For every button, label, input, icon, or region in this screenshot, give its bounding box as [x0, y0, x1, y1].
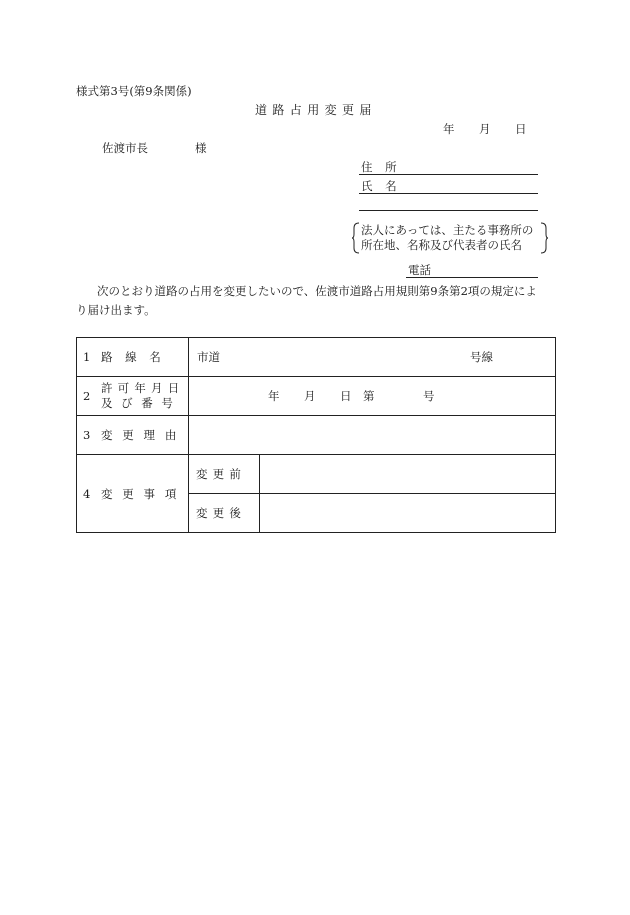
name-line [359, 193, 538, 194]
date-day: 日 [515, 122, 527, 136]
route-suffix: 号線 [470, 350, 493, 364]
form-table [76, 337, 556, 533]
body-line2: り届け出ます。 [76, 303, 156, 317]
row1-label: 路線名 [101, 350, 174, 364]
address-line [359, 174, 538, 175]
after-label: 変更後 [196, 506, 247, 520]
row2-number: 2 [83, 389, 91, 403]
table-row [77, 377, 556, 416]
row2-label-line2: 及び番号 [101, 396, 182, 410]
row3-label: 変更理由 [101, 428, 187, 442]
change-reason-field[interactable] [189, 416, 556, 455]
row3-label-cell [77, 416, 189, 455]
permit-date-field[interactable] [189, 377, 556, 416]
permit-day: 日 [340, 389, 352, 403]
permit-dai: 第 [363, 389, 375, 403]
route-name-field[interactable] [189, 338, 556, 377]
table-row [77, 338, 556, 377]
row4-label-cell [77, 455, 189, 533]
permit-go: 号 [423, 389, 435, 403]
corp-note-line2: 所在地、名称及び代表者の氏名 [361, 238, 522, 252]
row2-label-line1: 許可年月日 [101, 381, 185, 395]
route-prefix: 市道 [197, 350, 220, 364]
date-year: 年 [443, 122, 455, 136]
corp-note-line1: 法人にあっては、主たる事務所の [361, 223, 534, 237]
date-month: 月 [479, 122, 491, 136]
after-label-cell [189, 494, 260, 533]
name-label: 氏名 [361, 179, 410, 193]
table-row [77, 455, 556, 494]
phone-line [406, 277, 538, 278]
permit-year: 年 [268, 389, 280, 403]
row3-number: 3 [83, 428, 91, 442]
addressee-name: 佐渡市長 [102, 141, 148, 155]
row1-label-cell [77, 338, 189, 377]
addressee-honorific: 様 [195, 141, 207, 155]
extra-line [359, 210, 538, 211]
page-title: 道路占用変更届 [255, 103, 377, 117]
after-field[interactable] [260, 494, 556, 533]
left-bracket-icon [351, 222, 361, 254]
row2-label-cell [77, 377, 189, 416]
row4-number: 4 [83, 486, 91, 501]
permit-month: 月 [304, 389, 316, 403]
row1-number: 1 [83, 350, 91, 364]
body-line1: 次のとおり道路の占用を変更したいので、佐渡市道路占用規則第9条第2項の規定によ [97, 284, 537, 298]
form-number: 様式第3号(第9条関係) [76, 84, 192, 98]
right-bracket-icon [539, 222, 549, 254]
address-label: 住所 [361, 160, 410, 174]
phone-label: 電話 [408, 263, 431, 277]
before-field[interactable] [260, 455, 556, 494]
before-label: 変更前 [196, 467, 247, 481]
row4-label: 変更事項 [101, 486, 187, 501]
table-row [77, 416, 556, 455]
before-label-cell [189, 455, 260, 494]
